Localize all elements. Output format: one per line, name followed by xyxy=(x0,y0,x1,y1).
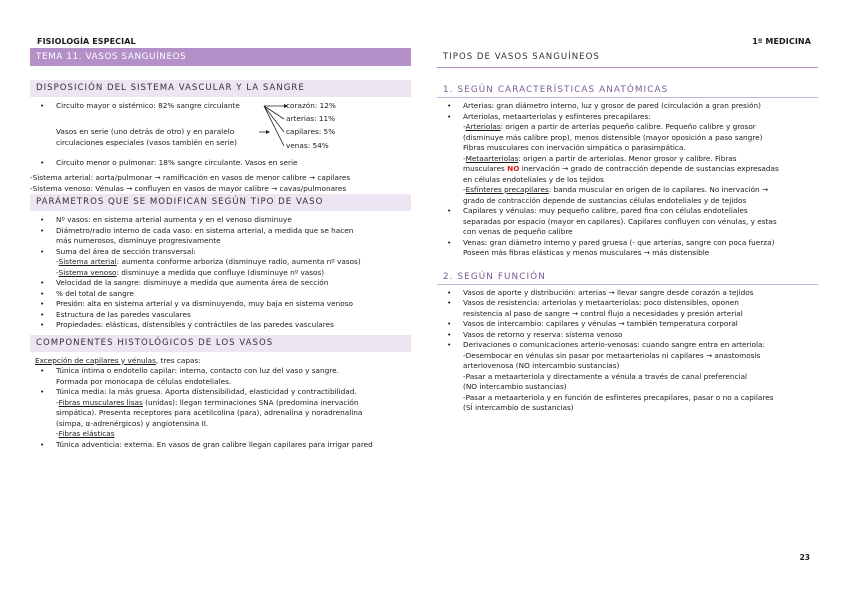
list-item: • Túnica media: la más gruesa. Aporta distensibilidad, elasticidad y contractibilidad. -Fibras musculares lisas (unidas): llegan terminaciones SNA (predomina inervación simpática). Presenta receptores para acetilcolina (para), adrenalina y noradrenalina (simpa, α-adrenérgicos) y angiotensina II. -Fibras elásticas xyxy=(30,387,411,440)
parametros-list xyxy=(30,215,411,331)
section-parametros-title: PARÁMETROS QUE SE MODIFICAN SEGÚN TIPO DE VASO xyxy=(30,194,411,211)
bullet-dot: • xyxy=(40,101,45,110)
list-item: • Suma del área de sección transversal: -Sistema arterial: aumenta conforme arboriza (disminuye radio, aumenta nº vasos) -Sistema venoso: disminuye a medida que confluye (disminuye nº vasos) xyxy=(30,247,411,279)
sistema-arterial: -Sistema arterial: aorta/pulmonar → ramificación en vasos de menor calibre → capilares xyxy=(30,173,351,182)
funcion-list xyxy=(437,288,818,414)
circuito-mayor: Circuito mayor o sistémico: 82% sangre circulante xyxy=(56,101,240,110)
sistema-venoso: -Sistema venoso: Vénulas → confluyen en vasos de mayor calibre → cavas/pulmonares xyxy=(30,183,347,193)
list-item: • Capilares y vénulas: muy pequeño calibre, pared fina con células endoteliales separadas por espacio (mayor en capilares). Capilares confluyen con vénulas, y estas con venas de pequeño calibre xyxy=(437,206,818,238)
list-item: • Diámetro/radio interno de cada vaso: en sistema arterial, a medida que se hacen más numerosos, disminuye progresivamente xyxy=(30,226,411,247)
list-item: • Estructura de las paredes vasculares xyxy=(30,310,411,321)
list-item: • Túnica adventicia: externa. En vasos de gran calibre llegan capilares para irrigar pared xyxy=(30,440,411,451)
header-course: 1º MEDICINA xyxy=(752,37,811,46)
list-item: • Vasos de aporte y distribución: arterias → llevar sangre desde corazón a tejidos xyxy=(437,288,818,299)
tema-title: TEMA 11. VASOS SANGUÍNEOS xyxy=(30,48,411,66)
section-disposicion-title: DISPOSICIÓN DEL SISTEMA VASCULAR Y LA SANGRE xyxy=(30,80,411,97)
list-item: • Túnica íntima o endotelio capilar: interna, contacto con luz del vaso y sangre. Formada por monocapa de células endoteliales. xyxy=(30,366,411,387)
list-item: • Velocidad de la sangre: disminuye a medida que aumenta área de sección xyxy=(30,278,411,289)
header-subject: FISIOLOGÍA ESPECIAL xyxy=(37,37,136,46)
vasos-serie-2: circulaciones especiales (vasos también en serie) xyxy=(56,138,237,147)
branch-arterias: arterias: 11% xyxy=(286,114,336,123)
branch-capilares: capilares: 5% xyxy=(286,127,336,136)
left-column xyxy=(30,48,411,450)
section-componentes-title: COMPONENTES HISTOLÓGICOS DE LOS VASOS xyxy=(30,335,411,352)
list-item: • Vasos de resistencia: arteriolas y metaarteriolas: poco distensibles, oponen resistencia al paso de sangre → control flujo a necesidades y presión arterial xyxy=(437,298,818,319)
vasos-serie-1: Vasos en serie (uno detrás de otro) y en paralelo xyxy=(56,127,235,136)
list-item: • Propiedades: elásticas, distensibles y contráctiles de las paredes vasculares xyxy=(30,320,411,331)
bullet-dot: • xyxy=(40,158,45,167)
componentes-list xyxy=(30,366,411,450)
circuito-menor: Circuito menor o pulmonar: 18% sangre circulante. Vasos en serie xyxy=(56,158,298,167)
list-item: • Presión: alta en sistema arterial y va disminuyendo, muy baja en sistema venoso xyxy=(30,299,411,310)
no-emphasis: NO xyxy=(507,164,520,173)
tipos-title: TIPOS DE VASOS SANGUÍNEOS xyxy=(443,52,600,62)
list-item: • Vasos de retorno y reserva: sistema venoso xyxy=(437,330,818,341)
section-anatomicas-title: 1. SEGÚN CARACTERÍSTICAS ANATÓMICAS xyxy=(437,82,818,98)
list-item: • Arteriolas, metaarteriolas y esfínteres precapilares: -Arteriolas: origen a partir de arterias pequeño calibre. Pequeño calibre y grosor (disminuye más calibre prop), menos distensible (mayor oposición a paso sangre) Fibras musculares con inervación simpática o parasimpática. -Metaarteriolas: origen a partir de arteriolas. Menor grosor y calibre. Fibras musculares NO inervación → grado de contracción depende de sustancias expresadas en células endoteliales y de los tejidos -Esfínteres precapilares: banda muscular en origen de lo capilares. No inervación → grado de contracción depende de sustancias células endoteliales y de tejidos xyxy=(437,112,818,207)
anatomicas-list xyxy=(437,101,818,259)
branch-corazon: corazón: 12% xyxy=(286,101,336,110)
excepcion-line: Excepción de capilares y vénulas, tres capas: xyxy=(35,355,201,365)
list-item: • % del total de sangre xyxy=(30,289,411,300)
list-item: • Derivaciones o comunicaciones arterio-venosas: cuando sangre entra en arteriola: -Desembocar en vénulas sin pasar por metaarteriolas ni capilares → anastomosis arteriovenosa (NO intercambio sustancias) -Pasar a metaarteriola y directamente a vénula a través de canal preferencial (NO intercambio sustancias) -Pasar a metaarteriola y en función de esfínteres precapilares, pasar o no a capilares (SÍ intercambio de sustancias) xyxy=(437,340,818,414)
right-column xyxy=(437,48,818,414)
circuit-diagram xyxy=(30,101,411,173)
page-number: 23 xyxy=(799,553,810,562)
list-item: • Arterias: gran diámetro interno, luz y grosor de pared (circulación a gran presión) xyxy=(437,101,818,112)
list-item: • Venas: gran diámetro interno y pared gruesa (- que arterias, sangre con poca fuerza) Poseen más fibras elásticas y menos musculares → más distensible xyxy=(437,238,818,259)
list-item: • Nº vasos: en sistema arterial aumenta y en el venoso disminuye xyxy=(30,215,411,226)
branch-venas: venas: 54% xyxy=(286,141,329,150)
section-funcion-title: 2. SEGÚN FUNCIÓN xyxy=(437,269,818,285)
list-item: • Vasos de intercambio: capilares y vénulas → también temperatura corporal xyxy=(437,319,818,330)
